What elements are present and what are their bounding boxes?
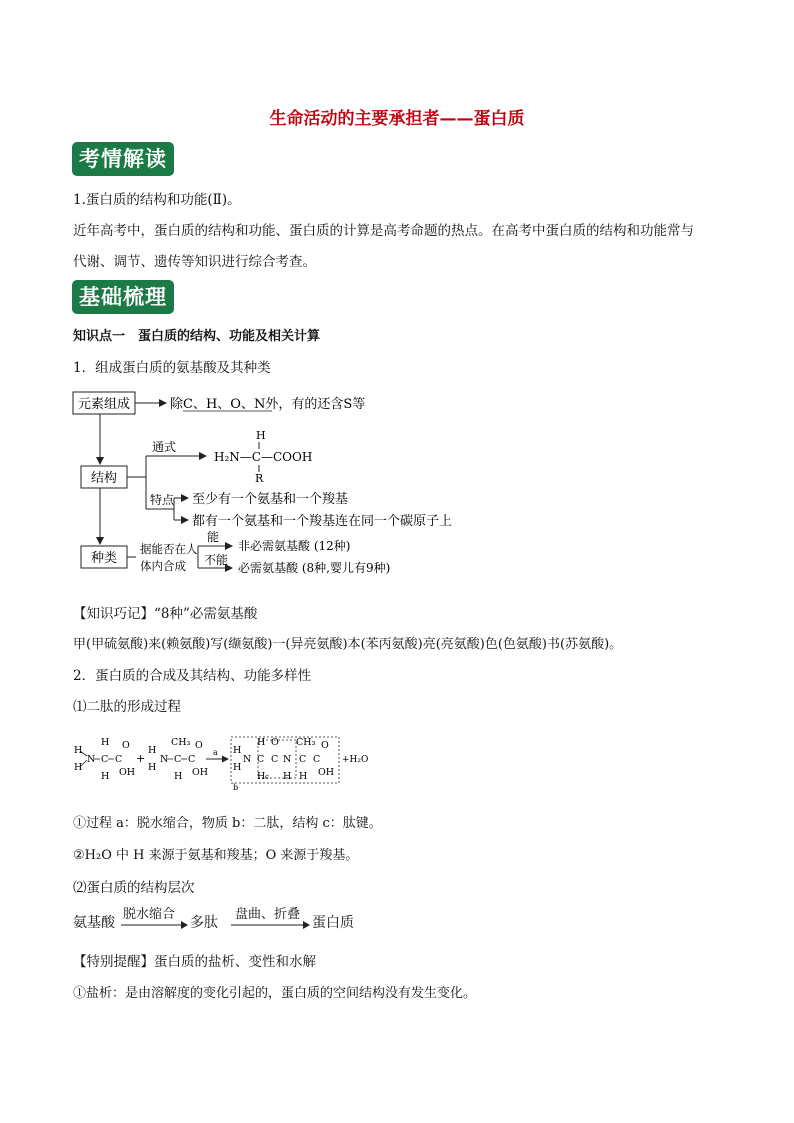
svg-text:H: H: [233, 745, 242, 756]
feature-1: 至少有一个氨基和一个羧基: [192, 492, 349, 507]
svg-text:H: H: [101, 737, 110, 748]
svg-text:CH₃: CH₃: [296, 737, 316, 748]
amino-acid-formula: H₂N—C—COOH: [214, 450, 313, 464]
page-title: 生命活动的主要承担者——蛋白质: [269, 109, 525, 129]
elements-label: 元素组成: [77, 397, 131, 412]
intro-paragraph-line-2: 代谢、调节、遗传等知识进行综合考查。: [73, 254, 316, 270]
svg-text:H: H: [74, 762, 83, 773]
svg-text:H: H: [174, 771, 183, 782]
water-product: +H₂O: [342, 755, 369, 765]
formula-r: R: [255, 472, 264, 485]
svg-text:H: H: [257, 737, 266, 748]
svg-text:H: H: [74, 745, 83, 756]
formula-label: 通式: [152, 440, 177, 454]
note-water-source: ②H₂O 中 H 来源于氨基和羧基；O 来源于羧基。: [73, 848, 359, 863]
formula-h: H: [256, 429, 266, 442]
svg-text:C: C: [101, 754, 109, 765]
nonessential-amino-acids: 非必需氨基酸 (12种): [238, 539, 351, 553]
svg-text:H: H: [257, 771, 266, 782]
level-amino-acid: 氨基酸: [73, 915, 115, 931]
svg-text:N: N: [160, 754, 169, 765]
section-header-exam-analysis: 考情解读: [72, 142, 174, 176]
svg-text:C: C: [188, 754, 196, 765]
svg-text:N: N: [87, 754, 96, 765]
peptide-bond-c-label: c: [265, 773, 269, 781]
svg-text:O: O: [271, 737, 279, 748]
feature-2: 都有一个氨基和一个羧基连在同一个碳原子上: [192, 514, 453, 529]
exam-point-item: 1.蛋白质的结构和功能(Ⅱ)。: [73, 192, 241, 208]
svg-text:O: O: [122, 740, 130, 751]
elements-text: 除C、H、O、N外，有的还含S等: [170, 397, 366, 412]
plus-sign: +: [136, 752, 146, 765]
svg-text:H: H: [101, 771, 110, 782]
subheading-amino-acids: 1．组成蛋白质的氨基酸及其种类: [73, 360, 271, 376]
intro-paragraph-line-1: 近年高考中，蛋白质的结构和功能、蛋白质的计算是高考命题的热点。在高考中蛋白质的结构和功能常与: [73, 223, 694, 239]
svg-text:H: H: [283, 771, 292, 782]
svg-text:H: H: [148, 762, 157, 773]
can-label: 能: [207, 530, 220, 544]
criteria-line-1: 据能否在人: [140, 542, 198, 556]
structure-levels-flow: [73, 900, 413, 940]
svg-text:O: O: [321, 740, 329, 751]
structure-label: 结构: [90, 471, 118, 486]
step-dehydration: 脱水缩合: [123, 907, 176, 922]
svg-text:CH₃: CH₃: [171, 737, 191, 748]
memory-tip-text: 甲(甲硫氨酸)来(赖氨酸)写(缬氨酸)一(异亮氨酸)本(苯丙氨酸)亮(亮氨酸)色(色氨酸)书(苏氨酸)。: [73, 637, 623, 652]
subheading-dipeptide: ⑴二肽的形成过程: [73, 699, 181, 715]
svg-text:OH: OH: [119, 767, 136, 778]
svg-text:C: C: [299, 754, 307, 765]
svg-text:O: O: [195, 740, 203, 751]
section-header-basics: 基础梳理: [72, 280, 174, 314]
step-folding: 盘曲、折叠: [235, 907, 301, 922]
dipeptide-reaction-diagram: [72, 734, 372, 792]
essential-amino-acids: 必需氨基酸 (8种,婴儿有9种): [238, 561, 391, 575]
svg-text:N: N: [243, 754, 252, 765]
level-polypeptide: 多肽: [190, 915, 218, 931]
feature-label: 特点: [150, 493, 175, 507]
types-label: 种类: [90, 551, 118, 566]
svg-text:OH: OH: [192, 767, 209, 778]
subheading-synthesis: 2．蛋白质的合成及其结构、功能多样性: [73, 668, 312, 684]
criteria-line-2: 体内合成: [140, 559, 186, 573]
memory-tip-heading: 【知识巧记】“8种”必需氨基酸: [73, 606, 258, 622]
svg-text:H: H: [148, 745, 157, 756]
special-tip-salting-out: ①盐析：是由溶解度的变化引起的，蛋白质的空间结构没有发生变化。: [73, 986, 477, 1001]
cannot-label: 不能: [204, 553, 229, 567]
amino-acid-diagram: [70, 384, 490, 580]
svg-text:N: N: [283, 754, 292, 765]
svg-text:H: H: [299, 771, 308, 782]
arrow-1: [121, 920, 189, 930]
svg-text:C: C: [271, 754, 279, 765]
svg-text:C: C: [174, 754, 182, 765]
subheading-structure-levels: ⑵蛋白质的结构层次: [73, 880, 195, 896]
svg-text:H: H: [233, 762, 242, 773]
svg-text:OH: OH: [318, 767, 335, 778]
svg-text:C: C: [115, 754, 123, 765]
special-tip-heading: 【特别提醒】蛋白质的盐析、变性和水解: [73, 954, 316, 970]
product-b-label: b: [233, 783, 239, 792]
knowledge-point-heading: 知识点一 蛋白质的结构、功能及相关计算: [73, 329, 321, 344]
svg-text:C: C: [257, 754, 265, 765]
svg-text:C: C: [313, 754, 321, 765]
level-protein: 蛋白质: [312, 915, 354, 931]
note-process: ①过程 a：脱水缩合，物质 b：二肽，结构 c：肽键。: [73, 816, 382, 831]
process-a-label: a: [213, 748, 218, 757]
arrow-2: [231, 920, 311, 930]
